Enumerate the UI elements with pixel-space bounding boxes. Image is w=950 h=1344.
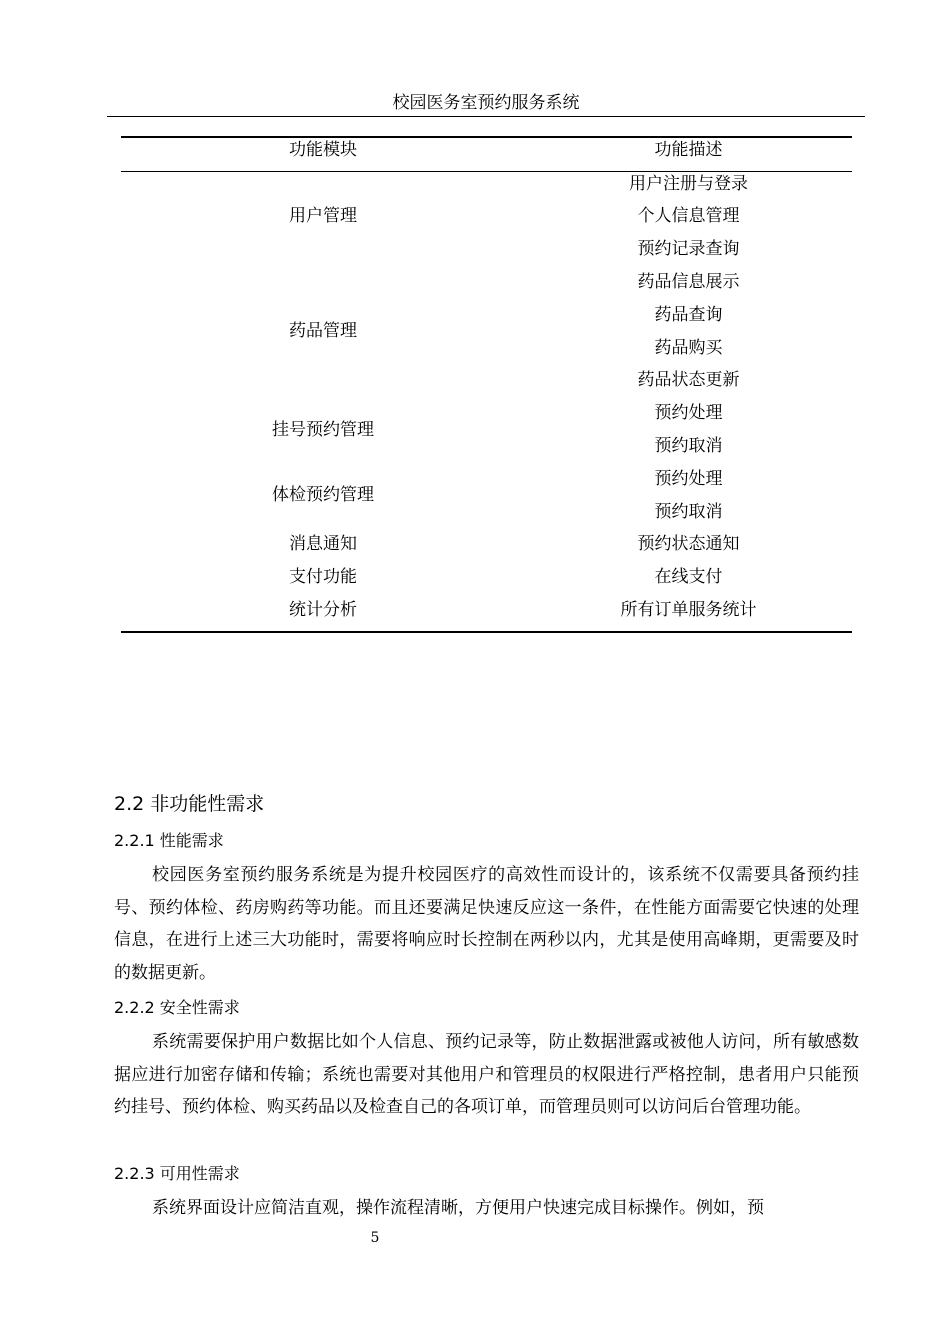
- table-description-cell: 预约取消: [654, 436, 723, 456]
- subsection-heading-performance: 2.2.1 性能需求: [114, 831, 224, 850]
- table-description-cell: 个人信息管理: [637, 206, 740, 226]
- paragraph-security: 系统需要保护用户数据比如个人信息、预约记录等，防止数据泄露或被他人访问，所有敏感数据应进行加密存储和传输；系统也需要对其他用户和管理员的权限进行严格控制，患者用户只能预约挂号、预约体检、购买药品以及检查自己的各项订单，而管理员则可以访问后台管理功能。: [114, 1032, 859, 1117]
- section-heading: 2.2 非功能性需求: [114, 793, 265, 815]
- table-description-cell: 所有订单服务统计: [620, 600, 757, 620]
- header-rule: [107, 116, 865, 117]
- table-module-cell: 支付功能: [289, 567, 357, 587]
- running-header: 校园医务室预约服务系统: [392, 93, 580, 113]
- table-description-cell: 预约处理: [654, 469, 723, 489]
- paragraph-usability: 系统界面设计应简洁直观，操作流程清晰，方便用户快速完成目标操作。例如，预: [152, 1198, 764, 1218]
- table-description-cell: 用户注册与登录: [629, 174, 748, 194]
- table-description-cell: 药品信息展示: [637, 272, 740, 292]
- table-module-cell: 体检预约管理: [272, 485, 374, 505]
- page-number: 5: [370, 1230, 380, 1246]
- table-header-module: 功能模块: [289, 140, 357, 160]
- table-description-cell: 药品查询: [654, 305, 723, 325]
- table-description-cell: 预约处理: [654, 403, 723, 423]
- paragraph-performance: 校园医务室预约服务系统是为提升校园医疗的高效性而设计的，该系统不仅需要具备预约挂号、预约体检、药房购药等功能。而且还要满足快速反应这一条件，在性能方面需要它快速的处理信息，在进行上述三大功能时，需要将响应时长控制在两秒以内，尤其是使用高峰期，更需要及时的数据更新。: [114, 865, 859, 983]
- table-description-cell: 预约状态通知: [637, 534, 740, 554]
- table-description-cell: 预约取消: [654, 502, 723, 522]
- table-description-cell: 在线支付: [654, 567, 723, 587]
- table-module-cell: 统计分析: [289, 600, 357, 620]
- table-description-cell: 药品购买: [654, 338, 723, 358]
- table-module-cell: 药品管理: [289, 321, 357, 341]
- table-module-cell: 消息通知: [289, 534, 357, 554]
- table-module-cell: 用户管理: [289, 206, 357, 226]
- table-description-cell: 药品状态更新: [637, 370, 740, 390]
- table-module-cell: 挂号预约管理: [272, 420, 374, 440]
- table-bottom-rule: [121, 631, 852, 633]
- table-header-description: 功能描述: [654, 140, 723, 160]
- subsection-heading-usability: 2.2.3 可用性需求: [114, 1164, 240, 1183]
- subsection-heading-security: 2.2.2 安全性需求: [114, 998, 240, 1017]
- table-description-cell: 预约记录查询: [637, 239, 740, 259]
